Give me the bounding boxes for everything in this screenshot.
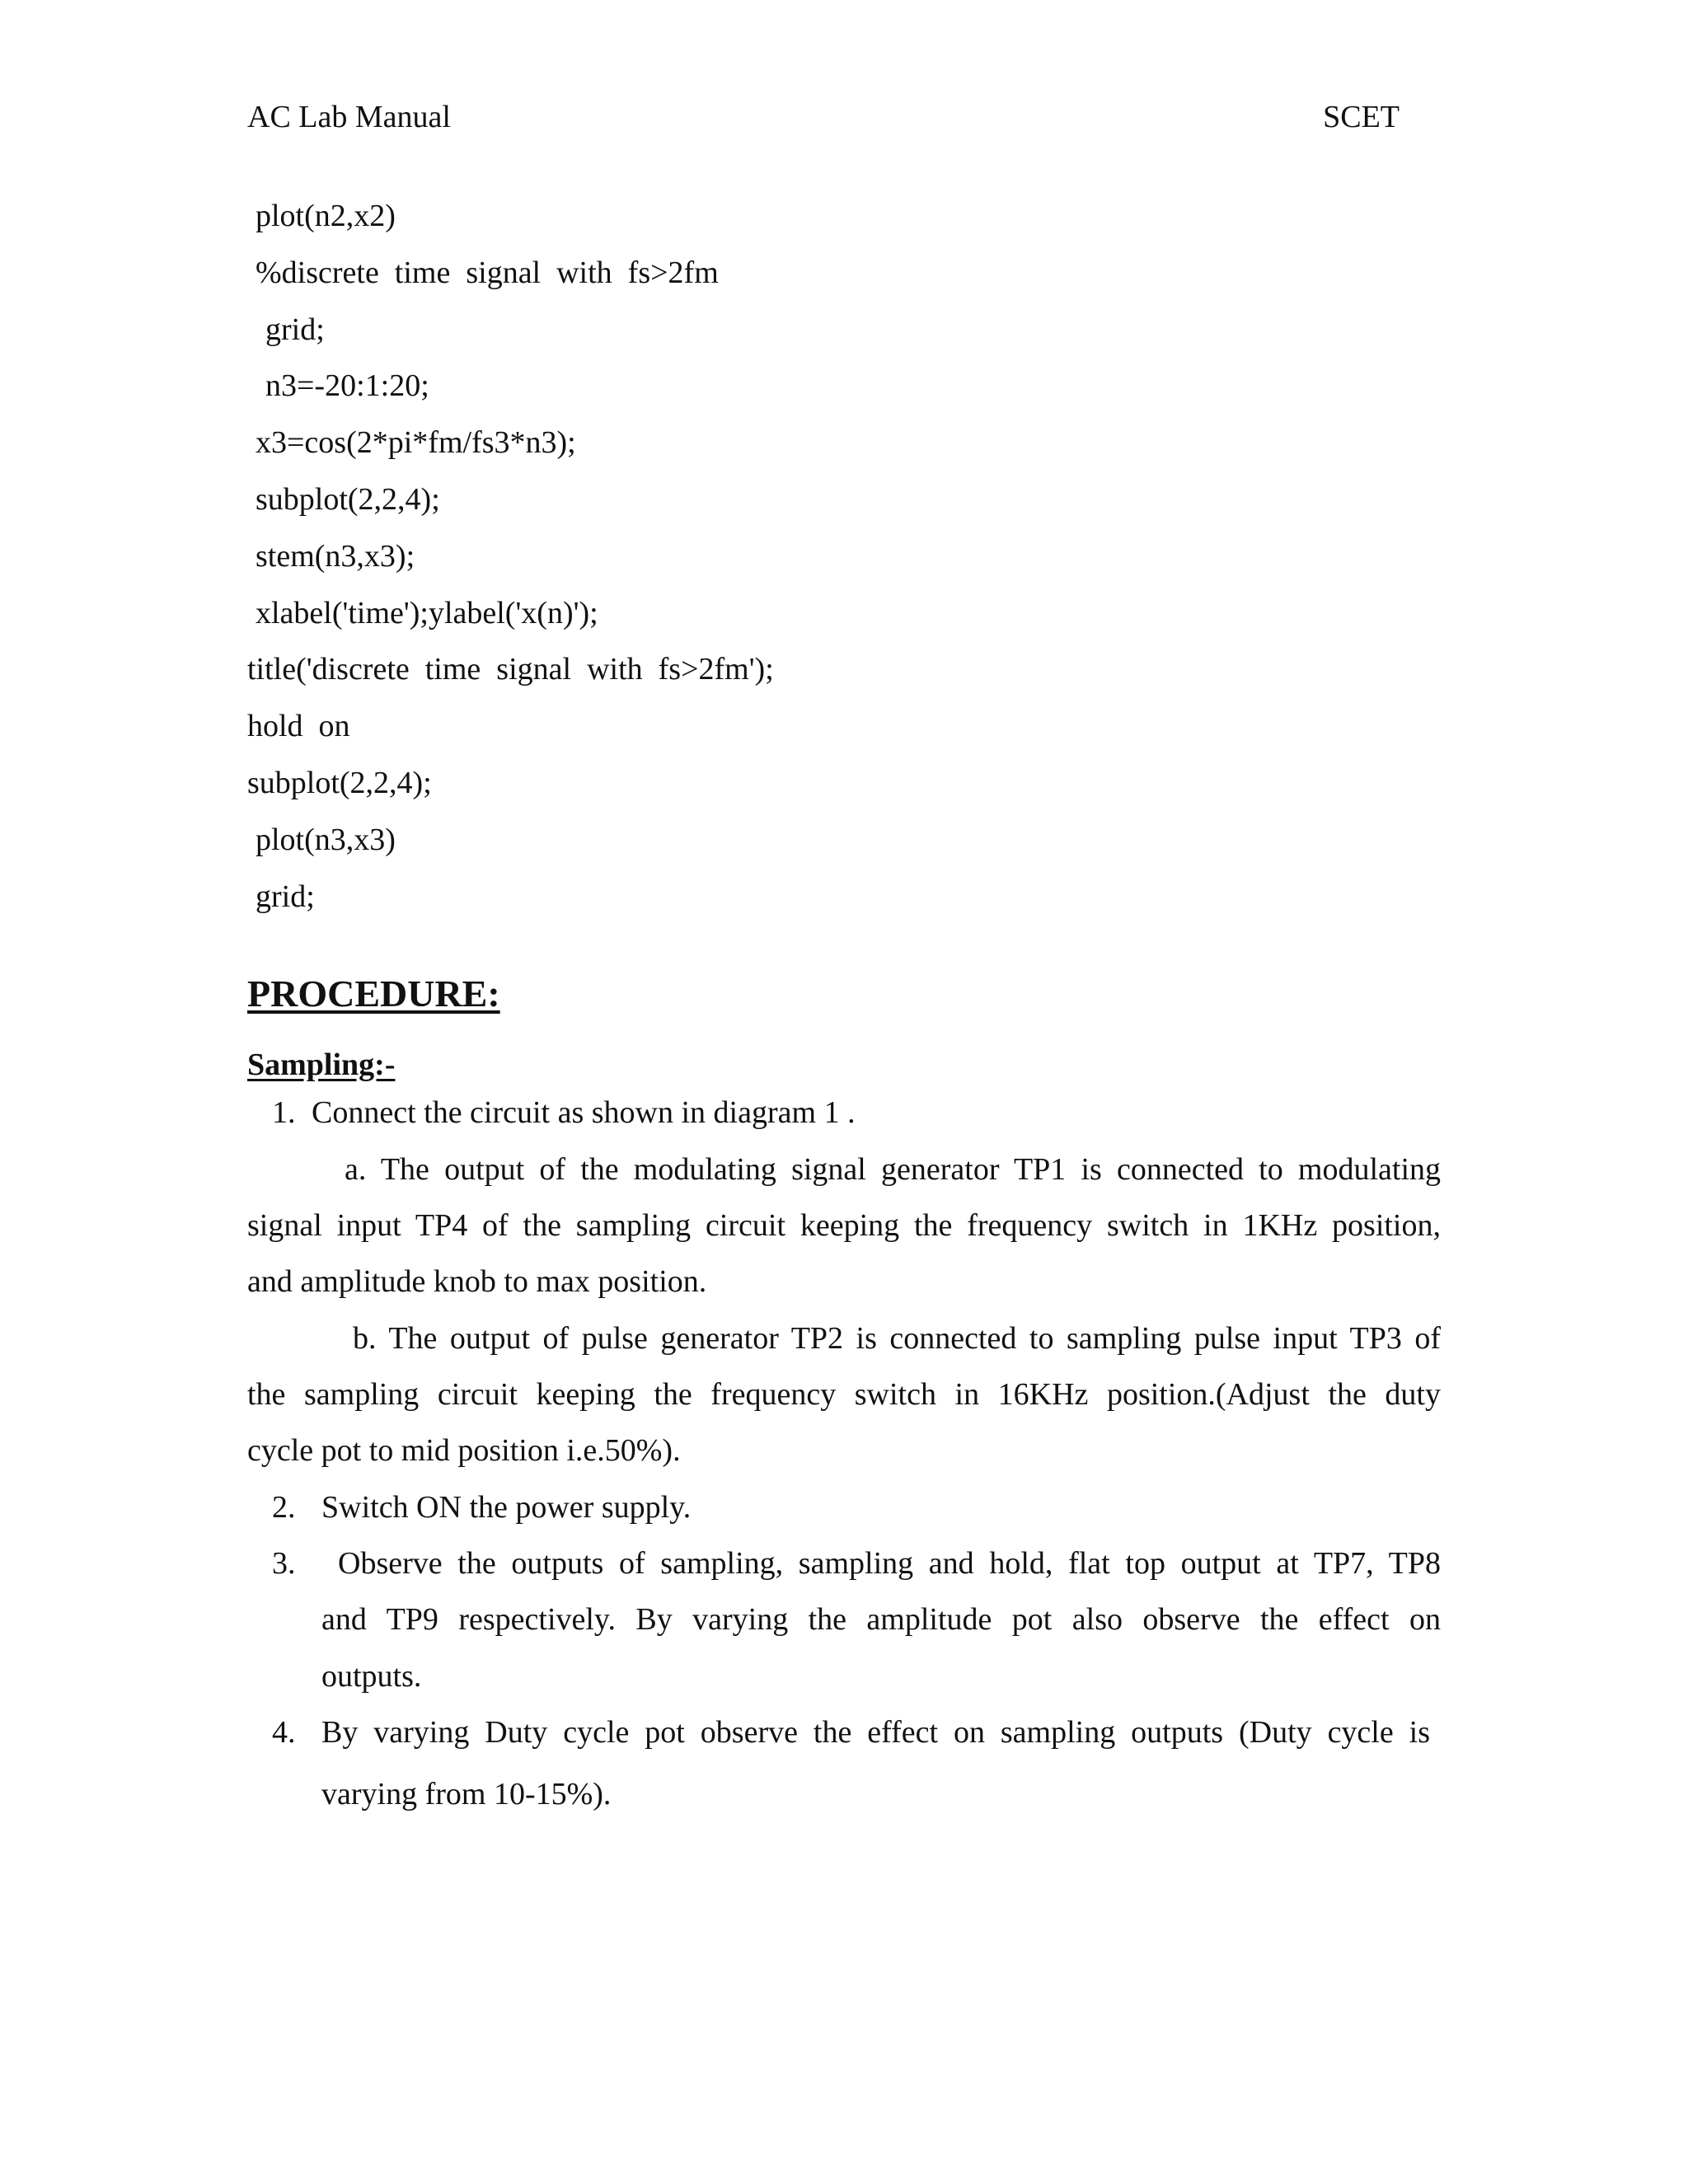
code-block xyxy=(247,196,774,933)
sampling-subheading: Sampling:- xyxy=(247,1047,396,1082)
step-text: and TP9 respectively. By varying the amplitude pot also observe the effect on xyxy=(321,1602,1441,1637)
step-text: outputs. xyxy=(321,1659,422,1694)
header-title: AC Lab Manual xyxy=(247,100,451,134)
code-line: plot(n2,x2) xyxy=(256,199,396,233)
procedure-heading: PROCEDURE: xyxy=(247,972,500,1015)
step-1b-line: the sampling circuit keeping the frequency switch in 16KHz position.(Adjust the duty xyxy=(247,1377,1441,1412)
step-text: By varying Duty cycle pot observe the effect on sampling outputs (Duty cycle is xyxy=(321,1715,1430,1750)
code-line: grid; xyxy=(265,312,325,347)
step-1a-line: a. The output of the modulating signal generator TP1 is connected to modulating xyxy=(345,1152,1441,1187)
code-line: stem(n3,x3); xyxy=(256,538,415,574)
step-number: 1. xyxy=(272,1095,296,1130)
code-line: hold on xyxy=(247,709,350,744)
code-line: xlabel('time');ylabel('x(n)'); xyxy=(256,595,598,630)
code-line: title('discrete time signal with fs>2fm'); xyxy=(247,652,774,687)
step-text: Observe the outputs of sampling, sampling and hold, flat top output at TP7, TP8 xyxy=(338,1546,1441,1581)
step-text: Switch ON the power supply. xyxy=(321,1490,692,1525)
step-1b-line: cycle pot to mid position i.e.50%). xyxy=(247,1433,681,1468)
code-line: grid; xyxy=(256,879,315,914)
step-number: 2. xyxy=(272,1490,296,1525)
step-number: 3. xyxy=(272,1546,296,1581)
step-1a-line: and amplitude knob to max position. xyxy=(247,1264,707,1299)
code-line: subplot(2,2,4); xyxy=(256,481,440,517)
code-line: n3=-20:1:20; xyxy=(265,368,429,404)
step-1a-line: signal input TP4 of the sampling circuit keeping the frequency switch in 1KHz position, xyxy=(247,1208,1441,1243)
step-text: Connect the circuit as shown in diagram 1 . xyxy=(312,1095,856,1130)
code-line: x3=cos(2*pi*fm/fs3*n3); xyxy=(256,425,576,461)
step-1b-line: b. The output of pulse generator TP2 is connected to sampling pulse input TP3 of xyxy=(353,1321,1441,1356)
code-line: subplot(2,2,4); xyxy=(247,765,432,800)
header-institution: SCET xyxy=(1323,100,1400,134)
code-line: plot(n3,x3) xyxy=(256,822,396,857)
code-line: %discrete time signal with fs>2fm xyxy=(256,255,719,290)
step-text: varying from 10-15%). xyxy=(321,1777,612,1811)
step-number: 4. xyxy=(272,1715,296,1750)
